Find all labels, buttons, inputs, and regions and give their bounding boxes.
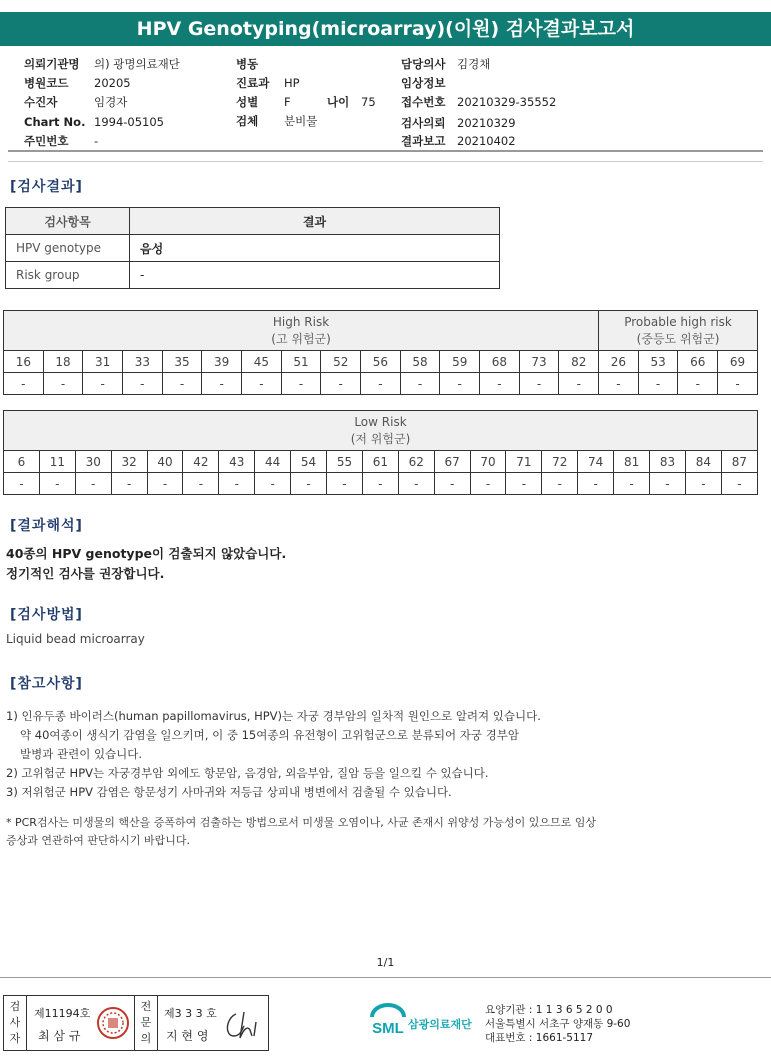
genotype-result: - [685, 473, 721, 495]
genotype-result: - [638, 373, 678, 395]
seal-icon [96, 1006, 130, 1040]
col-header: 검사항목 [6, 208, 130, 235]
patient-info [24, 52, 761, 152]
table-row [4, 451, 758, 473]
examiner-name: 최 삼 규 [38, 1029, 81, 1043]
genotype-cell: 59 [440, 351, 480, 373]
divider [8, 150, 763, 152]
report-title: HPV Genotyping(microarray)(이원) 검사결과보고서 [0, 12, 771, 46]
genotype-result: - [440, 373, 480, 395]
info-hospital-code: 병원코드 20205 [24, 76, 131, 90]
genotype-result: - [4, 473, 40, 495]
genotype-cell: 35 [162, 351, 202, 373]
signature-icon [222, 1008, 262, 1042]
genotype-result: - [39, 473, 75, 495]
genotype-cell: 58 [400, 351, 440, 373]
info-specimen: 검체 분비물 [236, 114, 318, 128]
genotype-cell: 67 [434, 451, 470, 473]
section-title-reference: [참고사항] [10, 676, 83, 692]
table-row [4, 351, 758, 373]
interpretation-text: 40종의 HPV genotype이 검출되지 않았습니다. 정기적인 검사를 권장합니다. [6, 546, 287, 581]
genotype-cell: 18 [43, 351, 83, 373]
table-row [4, 373, 758, 395]
genotype-result: - [75, 473, 111, 495]
genotype-result: - [470, 473, 506, 495]
page-number: 1/1 [376, 956, 395, 969]
genotype-result: - [281, 373, 321, 395]
genotype-result: - [362, 473, 398, 495]
genotype-result: - [321, 373, 361, 395]
genotype-cell: 30 [75, 451, 111, 473]
genotype-result: - [242, 373, 282, 395]
signature-box [3, 995, 269, 1051]
examiner-label: 검 사 자 [9, 1000, 21, 1045]
genotype-cell: 45 [242, 351, 282, 373]
doctor-label: 전 문 의 [140, 1000, 152, 1045]
genotype-result: - [506, 473, 542, 495]
genotype-cell: 31 [83, 351, 123, 373]
genotype-cell: 26 [599, 351, 639, 373]
genotype-result: - [327, 473, 363, 495]
genotype-result: - [519, 373, 559, 395]
genotype-result: - [162, 373, 202, 395]
high-risk-table [3, 310, 758, 395]
genotype-result: - [718, 373, 758, 395]
genotype-cell: 73 [519, 351, 559, 373]
genotype-result: - [398, 473, 434, 495]
genotype-cell: 87 [721, 451, 757, 473]
info-department: 진료과 HP [236, 76, 300, 90]
genotype-cell: 68 [480, 351, 520, 373]
genotype-result: - [480, 373, 520, 395]
cell-item: HPV genotype [6, 235, 130, 262]
info-accession: 접수번호 20210329-35552 [401, 95, 557, 109]
genotype-result: - [83, 373, 123, 395]
genotype-result: - [4, 373, 44, 395]
col-header: 결과 [130, 208, 500, 235]
result-table [5, 207, 500, 289]
info-resident-no: 주민번호 - [24, 134, 99, 148]
genotype-cell: 61 [362, 451, 398, 473]
genotype-cell: 39 [202, 351, 242, 373]
genotype-cell: 33 [123, 351, 163, 373]
genotype-result: - [111, 473, 147, 495]
high-risk-header: High Risk (고 위험군) [4, 311, 599, 351]
method-text: Liquid bead microarray [6, 632, 145, 646]
genotype-result: - [542, 473, 578, 495]
info-clinical: 임상정보 [401, 76, 446, 90]
genotype-result: - [599, 373, 639, 395]
genotype-cell: 72 [542, 451, 578, 473]
info-report-date: 결과보고 20210402 [401, 134, 516, 148]
info-sex: 성별 F [236, 95, 291, 109]
genotype-result: - [434, 473, 470, 495]
genotype-cell: 70 [470, 451, 506, 473]
genotype-result: - [678, 373, 718, 395]
low-risk-table [3, 410, 758, 495]
genotype-cell: 42 [183, 451, 219, 473]
genotype-cell: 56 [361, 351, 401, 373]
info-institution: 의뢰기관명 의) 광명의료재단 [24, 57, 180, 71]
genotype-cell: 43 [219, 451, 255, 473]
examiner-license: 제11194호 [34, 1007, 91, 1020]
info-patient: 수진자 임경자 [24, 95, 128, 109]
cell-result: 음성 [130, 235, 500, 262]
genotype-cell: 84 [685, 451, 721, 473]
genotype-cell: 55 [327, 451, 363, 473]
note-text: * PCR검사는 미생물의 핵산을 증폭하여 검출하는 방법으로서 미생물 오염이나, 사균 존재시 위양성 가능성이 있으므로 임상 증상과 연관하여 판단하시기 바랍니다. [6, 816, 596, 847]
genotype-result: - [400, 373, 440, 395]
genotype-cell: 81 [614, 451, 650, 473]
genotype-result: - [361, 373, 401, 395]
table-row [4, 473, 758, 495]
genotype-cell: 16 [4, 351, 44, 373]
info-chart-no: Chart No. 1994-05105 [24, 115, 164, 129]
genotype-cell: 11 [39, 451, 75, 473]
section-title-interpretation: [결과해석] [10, 518, 83, 534]
svg-text:SML: SML [372, 1020, 404, 1037]
probable-risk-header: Probable high risk (중등도 위험군) [599, 311, 758, 351]
sml-logo [366, 1001, 486, 1043]
info-physician: 담당의사 김경채 [401, 57, 491, 71]
genotype-cell: 82 [559, 351, 599, 373]
genotype-cell: 53 [638, 351, 678, 373]
genotype-cell: 51 [281, 351, 321, 373]
section-title-result: [검사결과] [10, 179, 83, 195]
genotype-result: - [291, 473, 327, 495]
genotype-cell: 6 [4, 451, 40, 473]
cell-result: - [130, 262, 500, 289]
genotype-cell: 69 [718, 351, 758, 373]
genotype-cell: 83 [650, 451, 686, 473]
table-row [6, 235, 500, 262]
doctor-name: 지 현 영 [166, 1029, 209, 1043]
section-title-method: [검사방법] [10, 607, 83, 623]
genotype-cell: 71 [506, 451, 542, 473]
reference-text: 1) 인유두종 바이러스(human papillomavirus, HPV)는 자궁 경부암의 일차적 원인으로 알려져 있습니다. 약 40여종이 생식기 감염을 일으키며, 이 중 15여종의 유전형이 고위험군으로 분류되어 자궁 경부암 발병과 관련이 있습니다. 2) 고위험군 HPV는 자궁경부암 외에도 항문암, 음경암, 외음부암, 질암 등을 일으킬 수 있습니다. 3) 저위험군 HPV 감염은 항문성기 사마귀와 저등급 상피내 병변에서 검출될 수 있습니다. [6, 709, 541, 799]
genotype-cell: 44 [255, 451, 291, 473]
genotype-result: - [578, 473, 614, 495]
genotype-result: - [123, 373, 163, 395]
divider [0, 977, 771, 978]
genotype-result: - [650, 473, 686, 495]
genotype-result: - [255, 473, 291, 495]
low-risk-header: Low Risk (저 위험군) [4, 411, 758, 451]
genotype-result: - [183, 473, 219, 495]
genotype-cell: 66 [678, 351, 718, 373]
org-phone: 대표번호 : 1661-5117 [485, 1032, 594, 1044]
genotype-result: - [559, 373, 599, 395]
genotype-result: - [614, 473, 650, 495]
org-info [485, 1003, 630, 1045]
genotype-result: - [43, 373, 83, 395]
info-request-date: 검사의뢰 20210329 [401, 116, 516, 130]
genotype-result: - [721, 473, 757, 495]
cell-item: Risk group [6, 262, 130, 289]
genotype-result: - [202, 373, 242, 395]
genotype-result: - [147, 473, 183, 495]
genotype-result: - [219, 473, 255, 495]
org-name: 삼광의료재단 [408, 1018, 472, 1031]
org-code: 요양기관 : 1 1 3 6 5 2 0 0 [485, 1004, 613, 1016]
table-row [6, 262, 500, 289]
genotype-cell: 52 [321, 351, 361, 373]
genotype-cell: 74 [578, 451, 614, 473]
org-address: 서울특별시 서초구 양재동 9-60 [485, 1018, 631, 1030]
genotype-cell: 40 [147, 451, 183, 473]
info-ward: 병동 [236, 57, 259, 71]
info-age: 나이 75 [327, 95, 376, 109]
genotype-cell: 32 [111, 451, 147, 473]
divider [8, 161, 763, 162]
doctor-license: 제3 3 3 호 [164, 1007, 217, 1020]
genotype-cell: 62 [398, 451, 434, 473]
genotype-cell: 54 [291, 451, 327, 473]
